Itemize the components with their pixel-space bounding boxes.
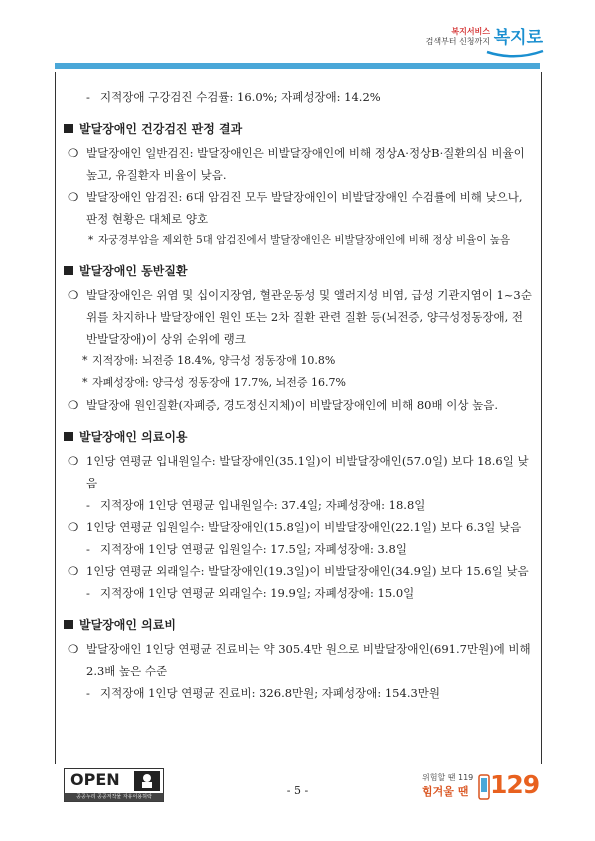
section-title: 발달장애인 동반질환 [64,260,534,282]
star-item: * 지적장애: 뇌전증 18.4%, 양극성 정동장애 10.8% [82,354,336,367]
dash-item: - 지적장애 1인당 연평균 입내원일수: 37.4일; 자폐성장애: 18.8일 [86,498,426,512]
square-bullet-icon [64,432,73,441]
document-body [64,86,534,704]
hotline-small: 위험할 땐 119 [422,773,474,782]
bullet-item: ❍ 발달장애인은 위염 및 십이지장염, 혈관운동성 및 앨러지성 비염, 급성 기관지염이 1~3순위를 차지하나 발달장애인 원인 또는 2차 질환 관련 질환 등(뇌전증, 양극성정동장애, 전반발달장애)이 상위 순위에 랭크 [68,288,532,346]
bullet-item: ❍ 1인당 연평균 입원일수: 발달장애인(15.8일)이 비발달장애인(22.1일) 보다 6.3일 낮음 [68,520,522,534]
open-label: OPEN [70,770,120,789]
page-number: - 5 - [286,784,309,797]
logo-swoosh-icon [485,49,545,59]
note-item: * 자궁경부암을 제외한 5대 암검진에서 발달장애인은 비발달장애인에 비해 정상 비율이 높음 [88,234,511,246]
square-bullet-icon [64,124,73,133]
star-item: * 자폐성장애: 양극성 정동장애 17.7%, 뇌전증 16.7% [82,376,346,389]
dash-item: - 지적장애 1인당 연평균 진료비: 326.8만원; 자폐성장애: 154.3만원 [86,686,441,700]
square-bullet-icon [64,266,73,275]
hotline-logo [422,770,540,804]
bullet-item: ❍ 1인당 연평균 입내원일수: 발달장애인(35.1일)이 비발달장애인(57.0일) 보다 18.6일 낮음 [68,454,529,490]
header-logo [395,23,545,63]
hotline-big: 힘겨울 땐 [422,785,469,798]
dash-item: - 지적장애 1인당 연평균 입원일수: 17.5일; 자폐성장애: 3.8일 [86,542,407,556]
bullet-item: ❍ 1인당 연평균 외래일수: 발달장애인(19.3일)이 비발달장애인(34.9일) 보다 15.6일 낮음 [68,564,529,578]
logo-brand: 복지로 [493,28,543,48]
dash-item: - 지적장애 1인당 연평균 외래일수: 19.9일; 자폐성장애: 15.0일 [86,586,415,600]
header-bar [55,63,540,69]
sections [64,118,534,704]
open-sub: 공공누리 공공저작물 자유이용허락 [76,794,152,800]
section-title: 발달장애인 건강검진 판정 결과 [64,118,534,140]
hotline-number: 129 [490,770,540,799]
section-title: 발달장애인 의료비 [64,614,534,636]
bullet-item: ❍ 발달장애인 1인당 연평균 진료비는 약 305.4만 원으로 비발달장애인(691.7만원)에 비해 2.3배 높은 수준 [68,642,531,678]
phone-icon [478,774,490,800]
logo-tagline: 복지서비스 검색부터 신청까지 [425,27,490,46]
bullet-item: ❍ 발달장애인 일반검진: 발달장애인은 비발달장애인에 비해 정상A·정상B·질환의심 비율이 높고, 유질환자 비율이 낮음. [68,146,525,182]
intro-line: - 지적장애 구강검진 수검률: 16.0%; 자폐성장애: 14.2% [86,90,381,104]
section-title: 발달장애인 의료이용 [64,426,534,448]
bullet-item: ❍ 발달장애인 암검진: 6대 암검진 모두 발달장애인이 비발달장애인 수검률에 비해 낮으나, 판정 현황은 대체로 양호 [68,190,523,226]
bullet-item: ❍ 발달장애 원인질환(자폐증, 경도정신지체)이 비발달장애인에 비해 80배 이상 높음. [68,398,498,412]
square-bullet-icon [64,620,73,629]
